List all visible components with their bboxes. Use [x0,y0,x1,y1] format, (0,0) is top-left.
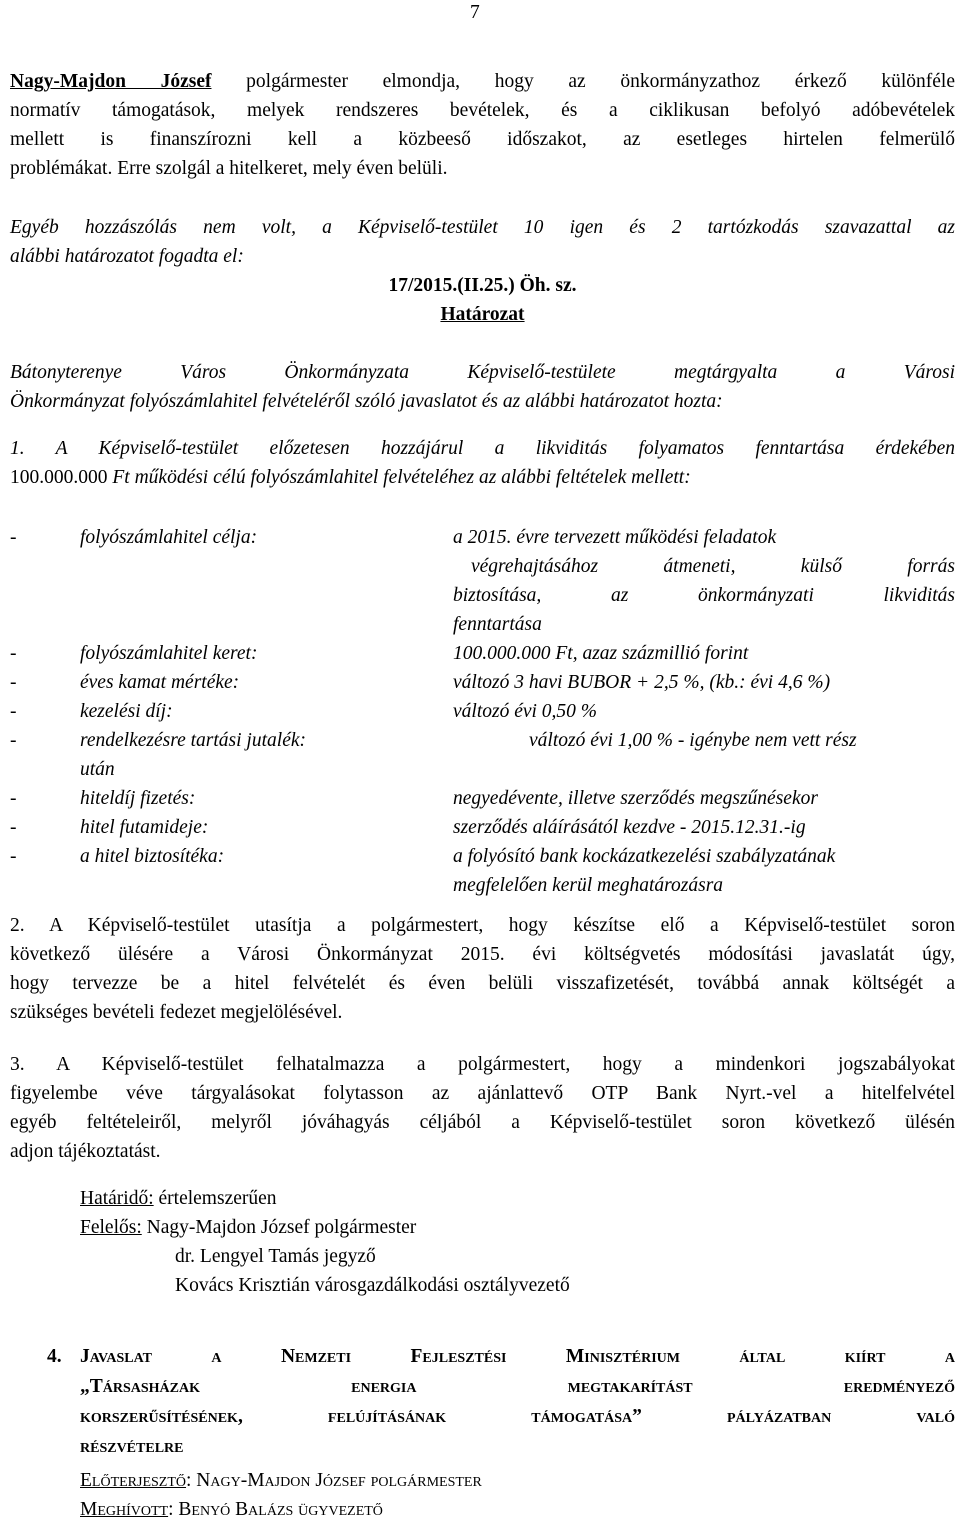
point1-line-2: Ft működési célú folyószámlahitel felvételéhez az alábbi feltételek mellett: [107,467,691,488]
condition-value: a folyósító bank kockázatkezelési szabályzatának megfelelően kerül meghatározásra [453,846,836,896]
condition-value: 100.000.000 Ft, azaz százmillió forint [453,643,749,664]
presenter-value: : Nagy-Majdon József polgármester [186,1470,482,1491]
resolution-number: 17/2015.(II.25.) Öh. sz. [388,275,577,296]
page-number: 7 [470,2,480,23]
point3-line: 3. A Képviselő-testület felhatalmazza a polgármestert, hogy a mindenkori jogszabályokat [10,1054,955,1075]
vote-line-1: Egyéb hozzászólás nem volt, a Képviselő-testület 10 igen és 2 tartózkodás szavazattal az [10,217,955,238]
point3-line: figyelembe véve tárgyalásokat folytasson az ajánlattevő OTP Bank Nyrt.-vel a hitelfelvétel [10,1083,955,1104]
resolution-title: Határozat [440,304,525,325]
agenda-title-line: Javaslat a Nemzeti Fejlesztési Minisztérium által kiírt a [80,1346,955,1367]
condition-label: - rendelkezésre tartási jutalék: után [10,730,306,780]
vote-paragraph [10,213,955,271]
intro-line-1: polgármester elmondja, hogy az önkormányzathoz érkező különféle [211,71,955,92]
point1-amount: 100.000.000 [10,467,108,488]
condition-label: - hiteldíj fizetés: [10,788,196,809]
condition-value: szerződés aláírásától kezdve - 2015.12.31.-ig [453,817,806,838]
condition-value: negyedévente, illetve szerződés megszűnésekor [453,788,818,809]
intro-line-2: normatív támogatások, melyek rendszeres bevételek, és a ciklikusan befolyó adóbevételek [10,100,955,121]
condition-label: - folyószámlahitel keret: [10,643,258,664]
resolution-point-2 [10,911,955,1027]
presenter-label: Előterjesztő [80,1470,187,1491]
deadline-value: értelemszerűen [153,1188,277,1209]
resolution-preamble [10,358,955,416]
agenda-title-line: korszerűsítésének, felújításának támogatása” pályázatban való [80,1406,955,1427]
intro-paragraph [10,67,955,183]
agenda-title-line: „Társasházak energia megtakarítást eredményező [80,1376,955,1397]
point2-line: következő ülésére a Városi Önkormányzat 2015. évi költségvetés módosítási javaslatát úgy, [10,944,955,965]
point1-line-1: 1. A Képviselő-testület előzetesen hozzájárul a likviditás folyamatos fenntartása érdekében [10,438,955,459]
condition-label: - kezelési díj: [10,701,173,722]
invited-value: : Benyó Balázs ügyvezető [168,1499,383,1520]
agenda-item-number: 4. [47,1346,62,1367]
responsible-label: Felelős: [80,1217,142,1238]
resolution-point-1 [10,434,955,492]
resolution-point-3 [10,1050,955,1166]
condition-value: változó 3 havi BUBOR + 2,5 %, (kb.: évi 4,6 %) [453,672,831,693]
point2-line: hogy tervezze be a hitel felvételét és éven belüli visszafizetését, továbbá annak költségét a [10,973,955,994]
agenda-title-line: részvételre [80,1436,184,1457]
vote-line-2: alábbi határozatot fogadta el: [10,246,244,267]
intro-line-4: problémákat. Erre szolgál a hitelkeret, mely éven belüli. [10,158,448,179]
condition-label: - éves kamat mértéke: [10,672,240,693]
preamble-line-2: Önkormányzat folyószámlahitel felvételéről szóló javaslatot és az alábbi határozatot hozta: [10,391,723,412]
point3-line: egyéb feltételeiről, melyről jóváhagyás céljából a Képviselő-testület soron következő ülésén [10,1112,955,1133]
point3-line: adjon tájékoztatást. [10,1141,161,1162]
point2-line: 2. A Képviselő-testület utasítja a polgármestert, hogy készítse elő a Képviselő-testület soron [10,915,955,936]
responsible-person: Nagy-Majdon József polgármester [146,1217,417,1238]
invited-label: Meghívott [80,1499,169,1520]
responsible-person: dr. Lengyel Tamás jegyző [175,1246,376,1267]
agenda-item-title [80,1342,955,1462]
conditions-list [10,523,955,896]
condition-label: - folyószámlahitel célja: [10,527,258,548]
agenda-presenter [80,1466,955,1495]
condition-value: változó évi 1,00 % - igénybe nem vett rész [529,730,857,751]
intro-line-3: mellett is finanszírozni kell a közbeeső időszakot, az esetleges hirtelen felmerülő [10,129,955,150]
deadline-responsible-block [80,1184,955,1300]
condition-value: változó évi 0,50 % [453,701,598,722]
condition-label: - hitel futamideje: [10,817,209,838]
point2-line: szükséges bevételi fedezet megjelölésével. [10,1002,343,1023]
preamble-line-1: Bátonyterenye Város Önkormányzata Képviselő-testülete megtárgyalta a Városi [10,362,955,383]
condition-label: - a hitel biztosítéka: [10,846,225,867]
deadline-label: Határidő: [80,1188,154,1209]
agenda-invited [80,1495,955,1524]
responsible-person: Kovács Krisztián városgazdálkodási osztályvezető [175,1275,570,1296]
condition-value: a 2015. évre tervezett működési feladatok végrehajtásához átmeneti, külső forrás biztosítása, az önkormányzati likviditás fenntartása [453,527,955,635]
speaker-name: Nagy-Majdon József [10,71,212,92]
